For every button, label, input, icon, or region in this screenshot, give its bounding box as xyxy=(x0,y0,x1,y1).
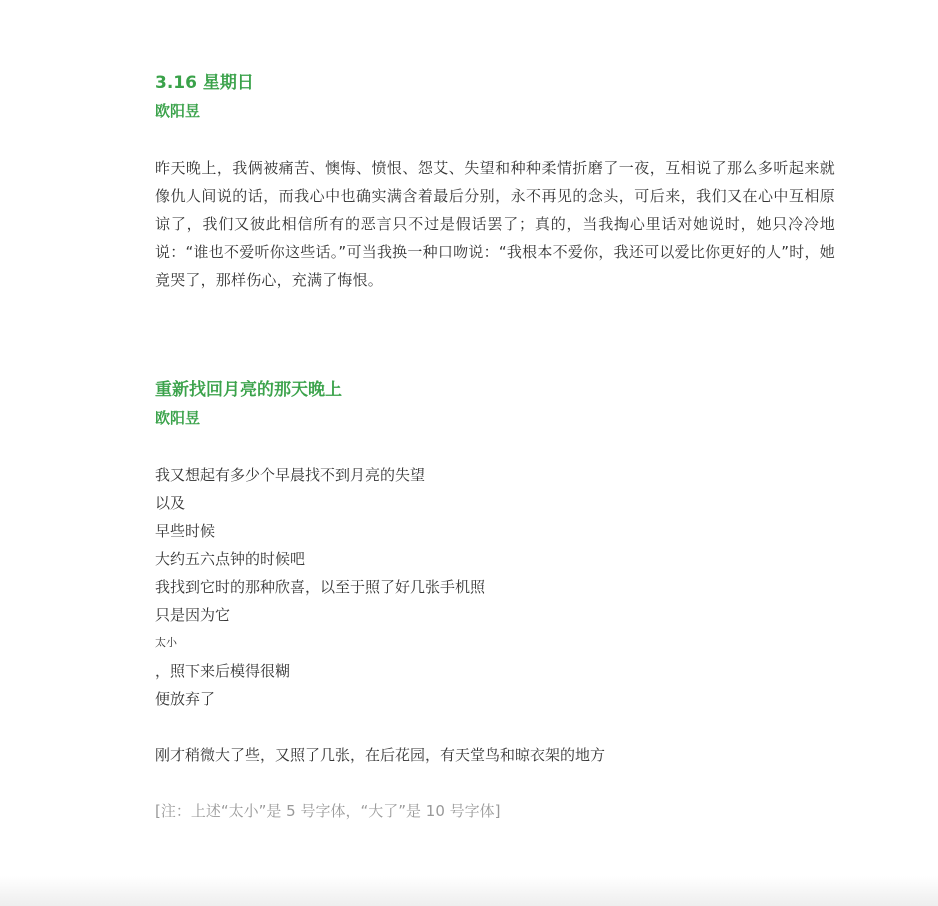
poem-line: 以及 xyxy=(155,494,186,512)
entry-2 xyxy=(155,377,835,825)
poem-line: 我找到它时的那种欣喜，以至于照了好几张手机照 xyxy=(155,578,486,596)
note-container xyxy=(155,797,835,825)
poem-line: ，照下来后模得很糊 xyxy=(155,662,291,680)
entry-2-author: 欧阳昱 xyxy=(155,409,201,427)
footnote: [注：上述“太小”是 5 号字体，“大了”是 10 号字体] xyxy=(155,802,501,820)
poem-line: 我又想起有多少个早晨找不到月亮的失望 xyxy=(155,466,426,484)
poem-line: 刚才稍微大了些，又照了几张，在后花园，有天堂鸟和晾衣架的地方 xyxy=(155,746,606,764)
entry-1-title: 3.16 星期日 xyxy=(155,73,254,93)
poem-line-small: 太小 xyxy=(155,636,177,649)
poem-line-blank xyxy=(155,713,835,741)
entry-1-author: 欧阳昱 xyxy=(155,102,201,120)
entry-1-body: 昨天晚上，我俩被痛苦、懊悔、愤恨、怨艾、失望和种种柔情折磨了一夜，互相说了那么多听起来就像仇人间说的话，而我心中也确实满含着最后分别，永不再见的念头，可后来，我们又在心中互相原谅了，我们又彼此相信所有的恶言只不过是假话罢了；真的，当我掏心里话对她说时，她只冷冷地说：“谁也不爱听你这些话。”可当我换一种口吻说：“我根本不爱你，我还可以爱比你更好的人”时，她竟哭了，那样伤心，充满了悔恨。 xyxy=(155,159,835,289)
poem-lines xyxy=(155,461,835,769)
poem-line: 早些时候 xyxy=(155,522,216,540)
bottom-shadow xyxy=(0,876,938,906)
poem-line: 只是因为它 xyxy=(155,606,231,624)
entry-1 xyxy=(155,70,835,294)
poem-line: 便放弃了 xyxy=(155,690,216,708)
entry-2-title: 重新找回月亮的那天晚上 xyxy=(155,380,342,400)
poem-line: 大约五六点钟的时候吧 xyxy=(155,550,306,568)
